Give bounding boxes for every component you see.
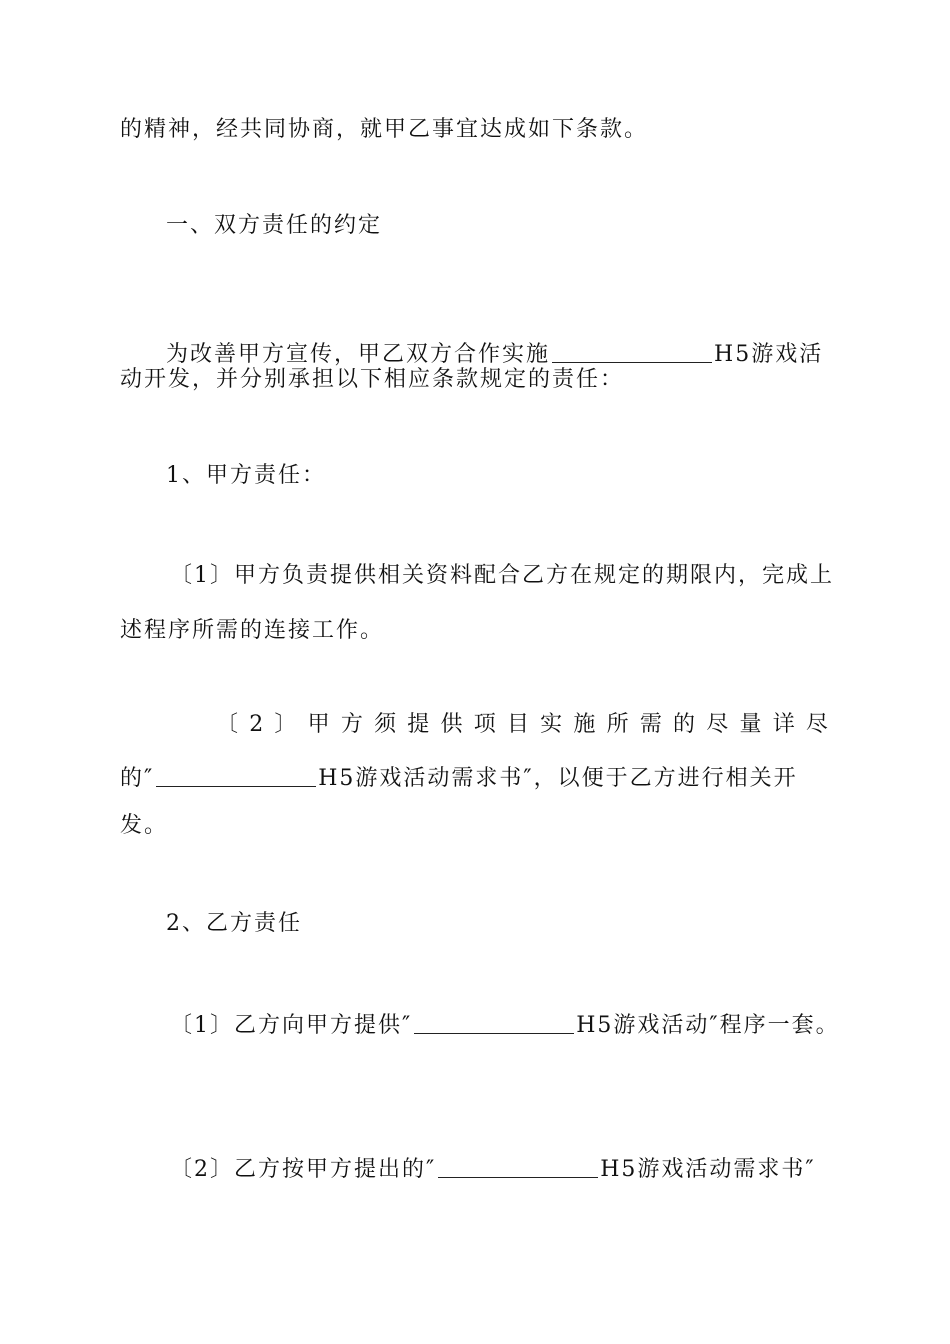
item-1-2-char: 〔 xyxy=(216,712,239,737)
item-1-2-char: 须 xyxy=(374,712,397,737)
fill-in-blank[interactable] xyxy=(156,766,316,787)
item-1-2-line-1 xyxy=(216,711,828,739)
item-1-2-text-b: H5游戏活动需求书″，以便于乙方进行相关开 xyxy=(318,766,798,791)
item-1-2-char: 甲 xyxy=(307,712,330,737)
item-1-2-char: 需 xyxy=(639,712,662,737)
item-1-2-char: 的 xyxy=(673,712,696,737)
item-1-2-char: 方 xyxy=(340,712,363,737)
fill-in-blank[interactable] xyxy=(438,1157,598,1178)
item-2-2-line xyxy=(170,1156,816,1184)
item-2-1-line xyxy=(170,1012,840,1040)
item-1-2-line-2 xyxy=(120,765,798,793)
item-1-2-char: 2 xyxy=(249,712,264,737)
item-1-2-char: 提 xyxy=(407,712,430,737)
item-1-1-text-a: 〔1〕甲方负责提供相关资料配合乙方在规定的期限内，完成上 xyxy=(170,563,834,588)
item-1-2-char: 目 xyxy=(506,712,529,737)
item-1-2-char: 实 xyxy=(540,712,563,737)
fill-in-blank[interactable] xyxy=(552,342,712,363)
subsection-heading-2-text: 2、乙方责任 xyxy=(166,911,302,936)
item-2-2-text-a: 〔2〕乙方按甲方提出的″ xyxy=(170,1157,437,1182)
item-2-2-text-b: H5游戏活动需求书″ xyxy=(600,1157,816,1182)
paragraph-1-text-c: 动开发，并分别承担以下相应条款规定的责任： xyxy=(120,367,625,392)
item-1-2-char: 〕 xyxy=(274,712,297,737)
item-1-2-char: 施 xyxy=(573,712,596,737)
subsection-heading-1 xyxy=(166,462,326,490)
paragraph-1-line-2 xyxy=(120,366,624,394)
item-2-1-text-b: H5游戏活动″程序一套。 xyxy=(576,1013,840,1038)
paragraph-1-text-a: 为改善甲方宣传，甲乙双方合作实施 xyxy=(166,342,551,367)
item-1-2-char: 尽 xyxy=(706,712,729,737)
item-2-1-text-a: 〔1〕乙方向甲方提供″ xyxy=(170,1013,413,1038)
item-1-2-char: 量 xyxy=(739,712,762,737)
subsection-heading-2 xyxy=(166,910,302,938)
item-1-2-text-c: 发。 xyxy=(120,813,169,838)
item-1-2-char: 尽 xyxy=(805,712,828,737)
item-1-2-char: 项 xyxy=(473,712,496,737)
section-heading-1-text: 一、双方责任的约定 xyxy=(166,213,383,238)
item-1-1-text-b: 述程序所需的连接工作。 xyxy=(120,618,385,643)
item-1-1-line-1 xyxy=(170,562,834,590)
item-1-1-line-2 xyxy=(120,617,384,645)
paragraph-1-text-b: H5游戏活 xyxy=(714,342,824,367)
subsection-heading-1-text: 1、甲方责任： xyxy=(166,463,326,488)
section-heading-1 xyxy=(166,212,382,240)
item-1-2-char: 供 xyxy=(440,712,463,737)
paragraph-intro-text: 的精神，经共同协商，就甲乙事宜达成如下条款。 xyxy=(120,117,649,142)
paragraph-intro xyxy=(120,116,648,144)
item-1-2-char: 详 xyxy=(772,712,795,737)
item-1-2-char: 所 xyxy=(606,712,629,737)
paragraph-1-line-1 xyxy=(166,341,823,369)
item-1-2-line-3 xyxy=(120,812,168,840)
fill-in-blank[interactable] xyxy=(414,1013,574,1034)
item-1-2-text-a: 的″ xyxy=(120,766,155,791)
